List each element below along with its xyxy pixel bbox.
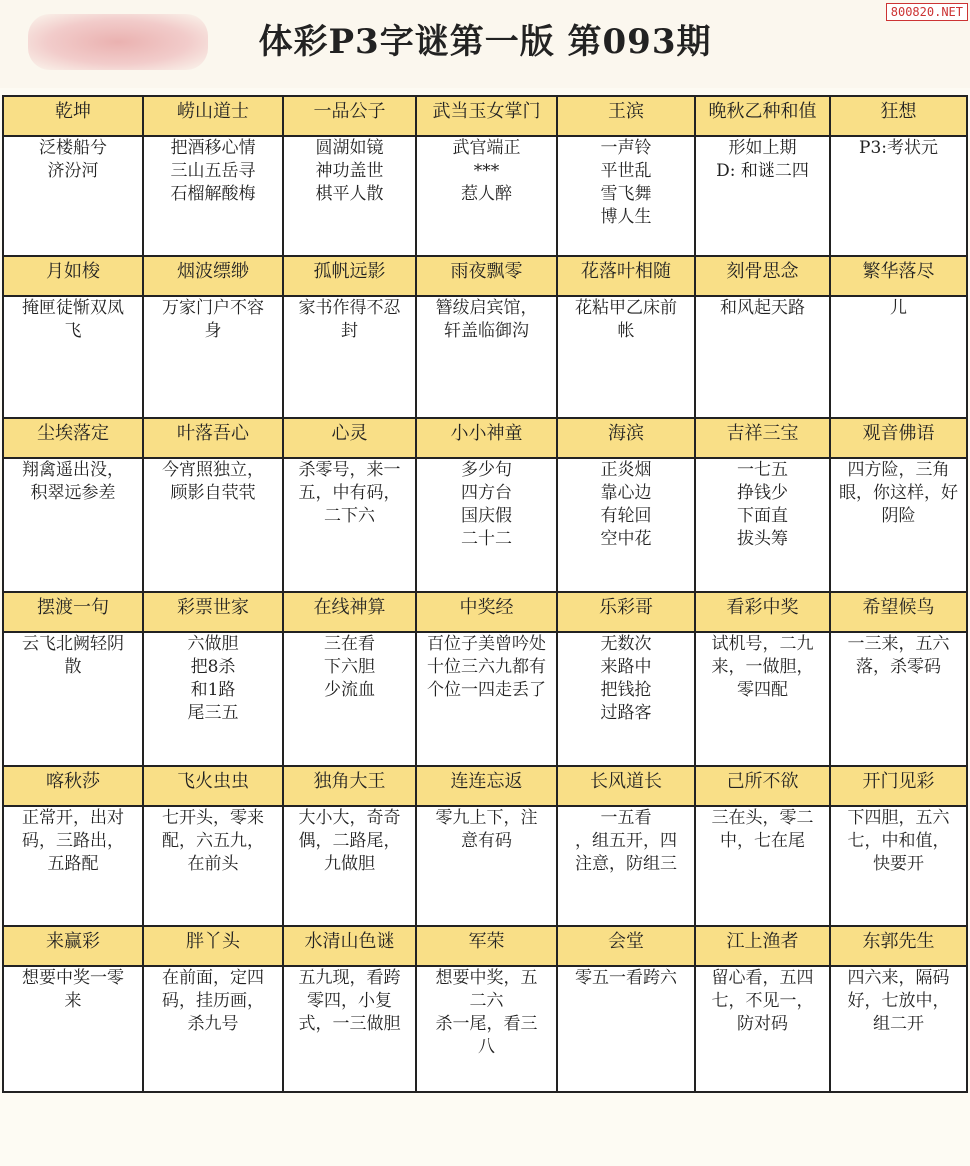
- name-row: [3, 766, 967, 806]
- riddle-text-cell: 想要中奖，五 二六 杀一尾，看三 八: [416, 966, 557, 1092]
- riddle-text-cell: 武官端正 *** 惹人醉: [416, 136, 557, 256]
- riddle-table: [2, 95, 968, 1093]
- author-name-cell: 独角大王: [283, 766, 416, 806]
- author-name-cell: 武当玉女掌门: [416, 96, 557, 136]
- author-name-cell: 连连忘返: [416, 766, 557, 806]
- riddle-text-cell: 把酒移心情 三山五岳寻 石榴解酸梅: [143, 136, 283, 256]
- name-row: [3, 418, 967, 458]
- riddle-text-cell: 无数次 来路中 把钱抢 过路客: [557, 632, 695, 766]
- author-name-cell: 胖丫头: [143, 926, 283, 966]
- riddle-text-cell: 想要中奖一零 来: [3, 966, 143, 1092]
- header: [0, 0, 970, 88]
- author-name-cell: 长风道长: [557, 766, 695, 806]
- riddle-text-cell: 一七五 挣钱少 下面直 拔头筹: [695, 458, 830, 592]
- author-name-cell: 狂想: [830, 96, 967, 136]
- site-watermark: 800820.NET: [886, 3, 968, 21]
- name-row: [3, 256, 967, 296]
- riddle-text-cell: 三在头，零二 中，七在尾: [695, 806, 830, 926]
- riddle-text-cell: 四方险，三角 眼，你这样，好 阴险: [830, 458, 967, 592]
- author-name-cell: 彩票世家: [143, 592, 283, 632]
- name-row: [3, 926, 967, 966]
- author-name-cell: 观音佛语: [830, 418, 967, 458]
- riddle-text-cell: 万家门户不容 身: [143, 296, 283, 418]
- riddle-text-cell: 簪绂启宾馆， 轩盖临御沟: [416, 296, 557, 418]
- author-name-cell: 在线神算: [283, 592, 416, 632]
- riddle-text-cell: 家书作得不忍 封: [283, 296, 416, 418]
- author-name-cell: 海滨: [557, 418, 695, 458]
- riddle-text-cell: 四六来，隔码 好，七放中， 组二开: [830, 966, 967, 1092]
- author-name-cell: 王滨: [557, 96, 695, 136]
- riddle-text-cell: 一三来，五六 落，杀零码: [830, 632, 967, 766]
- riddle-row: [3, 296, 967, 418]
- riddle-text-cell: 泛楼船兮 济汾河: [3, 136, 143, 256]
- riddle-text-cell: 花粘甲乙床前 帐: [557, 296, 695, 418]
- riddle-text-cell: 多少句 四方台 国庆假 二十二: [416, 458, 557, 592]
- riddle-text-cell: 翔禽遥出没， 积翠远参差: [3, 458, 143, 592]
- riddle-text-cell: 和风起天路: [695, 296, 830, 418]
- author-name-cell: 崂山道士: [143, 96, 283, 136]
- riddle-text-cell: 形如上期 D: 和谜二四: [695, 136, 830, 256]
- author-name-cell: 月如梭: [3, 256, 143, 296]
- author-name-cell: 雨夜飘零: [416, 256, 557, 296]
- riddle-text-cell: 试机号，二九 来，一做胆， 零四配: [695, 632, 830, 766]
- riddle-text-cell: 一声铃 平世乱 雪飞舞 博人生: [557, 136, 695, 256]
- author-name-cell: 心灵: [283, 418, 416, 458]
- riddle-text-cell: 今宵照独立， 顾影自茕茕: [143, 458, 283, 592]
- author-name-cell: 军荣: [416, 926, 557, 966]
- riddle-row: [3, 966, 967, 1092]
- page-title: 体彩P3字谜第一版 第093期: [258, 22, 712, 62]
- riddle-text-cell: 六做胆 把8杀 和1路 尾三五: [143, 632, 283, 766]
- riddle-text-cell: P3:考状元: [830, 136, 967, 256]
- riddle-text-cell: 五九现，看跨 零四，小复 式，一三做胆: [283, 966, 416, 1092]
- riddle-text-cell: 正炎烟 靠心边 有轮回 空中花: [557, 458, 695, 592]
- riddle-text-cell: 正常开，出对 码，三路出， 五路配: [3, 806, 143, 926]
- author-name-cell: 刻骨思念: [695, 256, 830, 296]
- author-name-cell: 小小神童: [416, 418, 557, 458]
- riddle-text-cell: 下四胆，五六 七，中和值， 快要开: [830, 806, 967, 926]
- riddle-text-cell: 百位子美曾吟处 十位三六九都有 个位一四走丢了: [416, 632, 557, 766]
- riddle-text-cell: 留心看，五四 七，不见一， 防对码: [695, 966, 830, 1092]
- riddle-text-cell: 三在看 下六胆 少流血: [283, 632, 416, 766]
- author-name-cell: 希望候鸟: [830, 592, 967, 632]
- author-name-cell: 来赢彩: [3, 926, 143, 966]
- author-name-cell: 飞火虫虫: [143, 766, 283, 806]
- riddle-text-cell: 零九上下，注 意有码: [416, 806, 557, 926]
- riddle-text-cell: 儿: [830, 296, 967, 418]
- author-name-cell: 己所不欲: [695, 766, 830, 806]
- author-name-cell: 晚秋乙种和值: [695, 96, 830, 136]
- name-row: [3, 592, 967, 632]
- author-name-cell: 乐彩哥: [557, 592, 695, 632]
- author-name-cell: 开门见彩: [830, 766, 967, 806]
- author-name-cell: 摆渡一句: [3, 592, 143, 632]
- author-name-cell: 叶落吾心: [143, 418, 283, 458]
- riddle-text-cell: 一五看 ，组五开，四 注意，防组三: [557, 806, 695, 926]
- riddle-row: [3, 136, 967, 256]
- author-name-cell: 东郭先生: [830, 926, 967, 966]
- author-name-cell: 尘埃落定: [3, 418, 143, 458]
- author-name-cell: 孤帆远影: [283, 256, 416, 296]
- riddle-text-cell: 零五一看跨六: [557, 966, 695, 1092]
- author-name-cell: 花落叶相随: [557, 256, 695, 296]
- riddle-row: [3, 458, 967, 592]
- author-name-cell: 一品公子: [283, 96, 416, 136]
- author-name-cell: 烟波缥缈: [143, 256, 283, 296]
- riddle-text-cell: 在前面，定四 码，挂历画， 杀九号: [143, 966, 283, 1092]
- author-name-cell: 江上渔者: [695, 926, 830, 966]
- riddle-text-cell: 大小大，奇奇 偶，二路尾， 九做胆: [283, 806, 416, 926]
- name-row: [3, 96, 967, 136]
- author-name-cell: 会堂: [557, 926, 695, 966]
- author-name-cell: 吉祥三宝: [695, 418, 830, 458]
- author-name-cell: 看彩中奖: [695, 592, 830, 632]
- riddle-text-cell: 掩匣徒惭双凤 飞: [3, 296, 143, 418]
- author-name-cell: 乾坤: [3, 96, 143, 136]
- author-name-cell: 中奖经: [416, 592, 557, 632]
- author-name-cell: 繁华落尽: [830, 256, 967, 296]
- author-name-cell: 喀秋莎: [3, 766, 143, 806]
- riddle-text-cell: 云飞北阙轻阴 散: [3, 632, 143, 766]
- riddle-text-cell: 圆湖如镜 神功盖世 棋平人散: [283, 136, 416, 256]
- author-name-cell: 水清山色谜: [283, 926, 416, 966]
- riddle-row: [3, 632, 967, 766]
- riddle-text-cell: 七开头，零来 配，六五九， 在前头: [143, 806, 283, 926]
- riddle-text-cell: 杀零号，来一 五，中有码， 二下六: [283, 458, 416, 592]
- riddle-row: [3, 806, 967, 926]
